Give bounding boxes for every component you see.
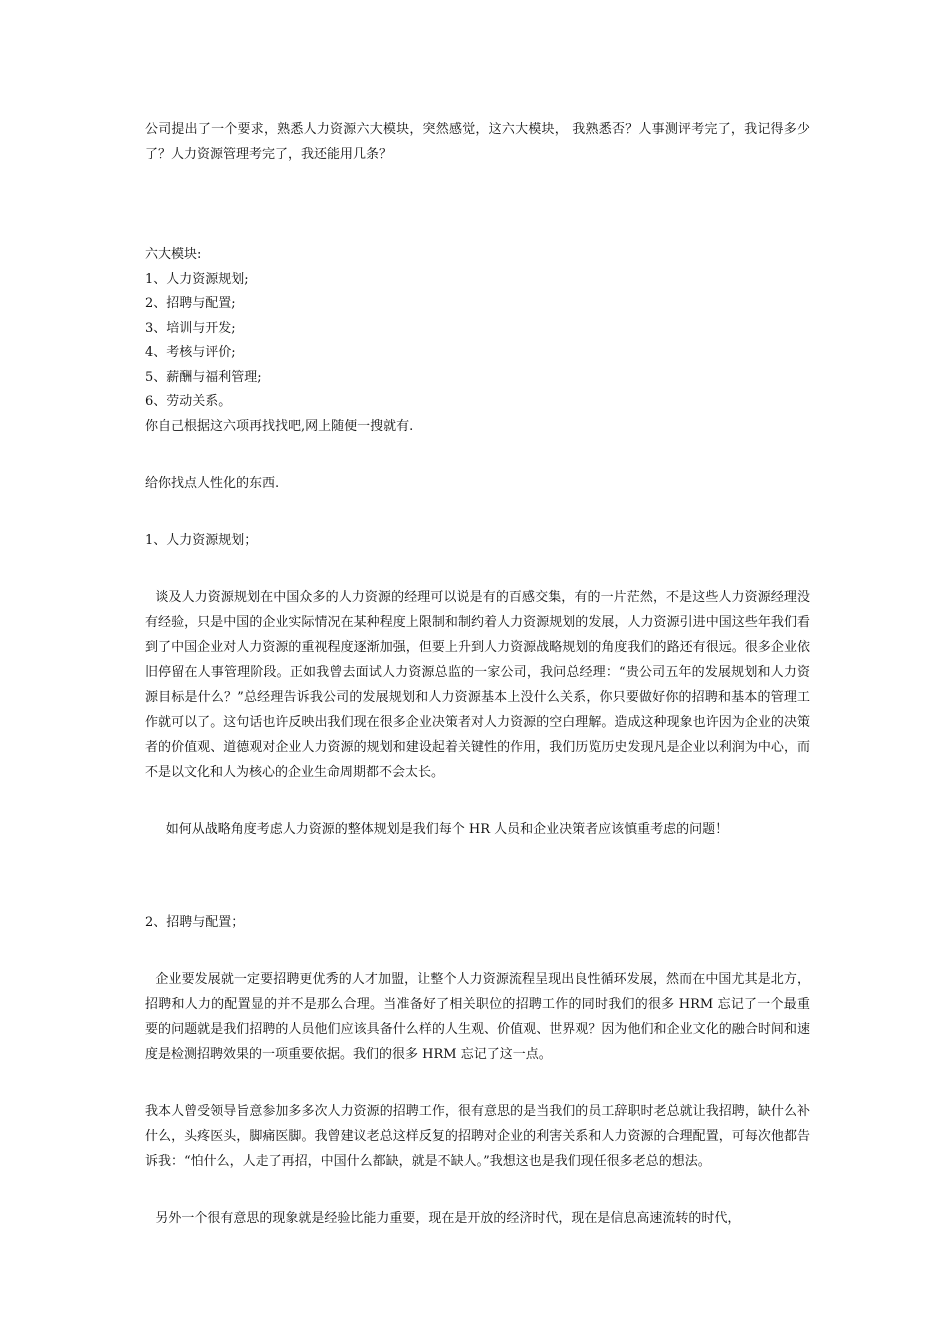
module-item: 3、培训与开发; bbox=[145, 320, 236, 336]
section2-paragraph: 另外一个很有意思的现象就是经验比能力重要，现在是开放的经济时代，现在是信息高速流转的时代， bbox=[155, 1211, 741, 1226]
intro-paragraph: 公司提出了一个要求，熟悉人力资源六大模块，突然感觉，这六大模块， 我熟悉否？人事测评考完了，我记得多少了？人力资源管理考完了，我还能用几条？ bbox=[145, 122, 810, 162]
section2-paragraph: 我本人曾受领导旨意参加多多次人力资源的招聘工作，很有意思的是当我们的员工辞职时老总就让我招聘，缺什么补什么，头疼医头，脚痛医脚。我曾建议老总这样反复的招聘对企业的利害关系和人力资源的合理配置，可每次他都告诉我：“怕什么，人走了再招，中国什么都缺，就是不缺人。”我想这也是我们现任很多老总的想法。 bbox=[145, 1104, 810, 1169]
section1-title: 1、人力资源规划； bbox=[145, 533, 258, 548]
section2-paragraph: 企业要发展就一定要招聘更优秀的人才加盟，让整个人力资源流程呈现出良性循环发展，然而在中国尤其是北方，招聘和人力的配置显的并不是那么合理。当准备好了相关职位的招聘工作的同时我们的很多 HRM 忘记了一个最重要的问题就是我们招聘的人员他们应该具备什么样的人生观、价值观、世界观？因为他们和企业文化的融合时间和速度是检测招聘效果的一项重要依据。我们的很多 HRM 忘记了这一点。 bbox=[145, 972, 810, 1062]
module-item: 2、招聘与配置; bbox=[145, 296, 236, 311]
module-item: 4、考核与评价; bbox=[145, 345, 236, 360]
module-item: 5、薪酬与福利管理; bbox=[145, 369, 262, 385]
section1-conclusion: 如何从战略角度考虑人力资源的整体规划是我们每个 HR 人员和企业决策者应该慎重考虑的问题！ bbox=[165, 822, 729, 837]
document-body bbox=[145, 117, 810, 1231]
module-item: 1、人力资源规划; bbox=[145, 271, 249, 287]
lead-paragraph: 给你找点人性化的东西. bbox=[145, 476, 280, 491]
modules-heading: 六大模块: bbox=[145, 247, 202, 262]
module-item: 6、劳动关系。 bbox=[145, 394, 232, 409]
section2-title: 2、招聘与配置； bbox=[145, 915, 245, 930]
modules-block bbox=[145, 243, 810, 439]
section1-paragraph: 谈及人力资源规划在中国众多的人力资源的经理可以说是有的百感交集，有的一片茫然，不是这些人力资源经理没有经验，只是中国的企业实际情况在某种程度上限制和制约着人力资源规划的发展，人力资源引进中国这些年我们看到了中国企业对人力资源的重视程度逐渐加强，但要上升到人力资源战略规划的角度我们的路还有很远。很多企业依旧停留在人事管理阶段。正如我曾去面试人力资源总监的一家公司，我问总经理：“贵公司五年的发展规划和人力资源目标是什么？”总经理告诉我公司的发展规划和人力资源基本上没什么关系，你只要做好你的招聘和基本的管理工作就可以了。这句话也许反映出我们现在很多企业决策者对人力资源的空白理解。造成这种现象也许因为企业的决策者的价值观、道德观对企业人力资源的规划和建设起着关键性的作用，我们历览历史发现凡是企业以利润为中心，而不是以文化和人为核心的企业生命周期都不会太长。 bbox=[145, 590, 810, 780]
modules-note: 你自己根据这六项再找找吧,网上随便一搜就有. bbox=[145, 418, 414, 434]
